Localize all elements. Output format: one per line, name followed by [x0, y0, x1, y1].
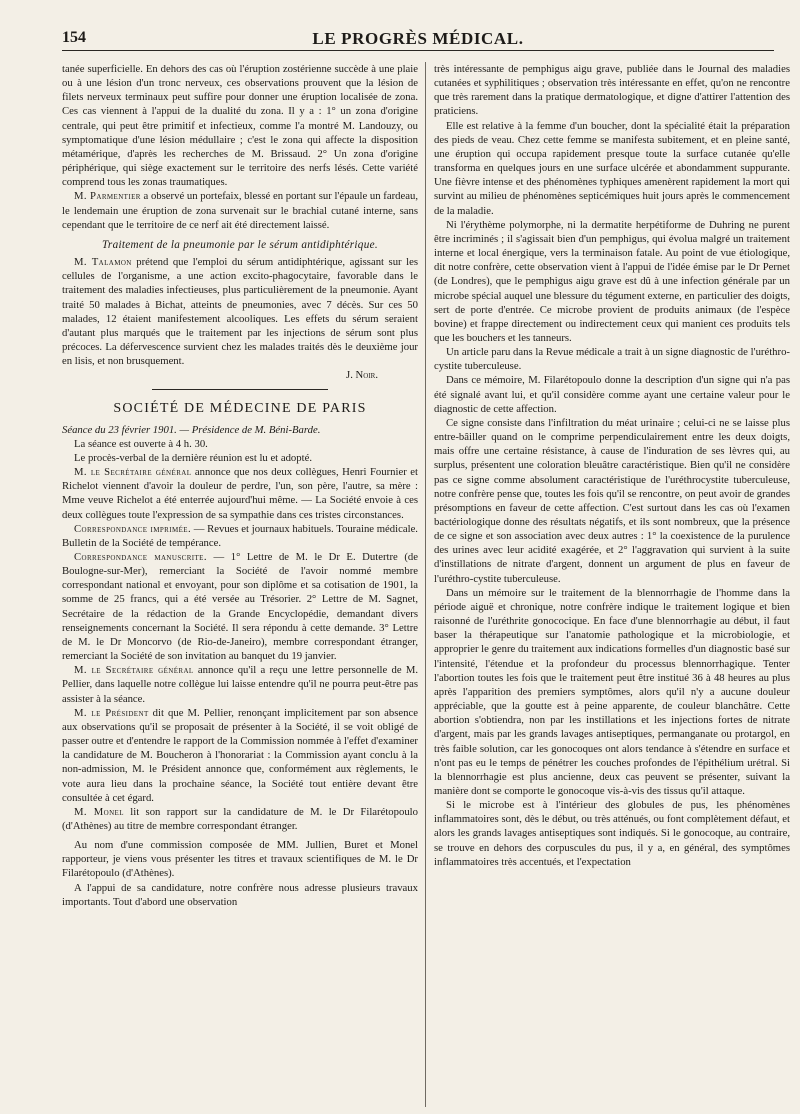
paragraph [62, 255, 418, 368]
paragraph [62, 189, 418, 231]
session-line: Séance du 23 février 1901. — Présidence de M. Béni-Barde. [62, 423, 321, 436]
paragraph-text: — Revues et journaux habituels. Touraine médicale. Bulletin de la Société de tempérance. [62, 522, 418, 549]
paragraph: Dans un mémoire sur le traitement de la blennorrhagie de l'homme dans la période aiguë et chronique, notre confrère indique le traitement logique et bien raisonné de l'uréthrite gonococique. En face d'une blennorrhagie au début, il faut baser la thérapeutique sur l'anatomie pathologique et la microbiologie, et approprier le genre du traitement aux indications formelles d'un diagnostic basé sur l'intensité, l'étendue et la profondeur du processus blennorrhagique. Tenter l'abortion toutes les fois que le traitement peut être institué 36 à 48 heures au plus après l'apparition des premiers symptômes, alors qu'il n'y a aucune douleur appréciable, que la goutte est à peine apparente, de couleur blanchâtre. Cette abortion s'obtiendra, non par les instillations et les injections fortes de nitrate d'argent, mais par les grands lavages antiseptiques, permanganate ou protargol, en très faible solution, car les gonocoques ont alors tendance à s'étendre en surface et n'ont pas eu le temps de pénétrer les couches profondes de l'épithélium urétral. Si la blennorrhagie est plus ancienne, deux cas peuvent se présenter, suivant la manière dont se comporte le gonocoque vis-à-vis des tissus qu'il attaque. [434, 586, 790, 797]
paragraph [62, 465, 418, 522]
paragraph [62, 522, 418, 550]
paragraph: A l'appui de sa candidature, notre confrère nous adresse plusieurs travaux importants. Tout d'abord une observation [62, 881, 418, 908]
paragraph: très intéressante de pemphigus aigu grave, publiée dans le Journal des maladies cutanées et syphilitiques ; observation très intéressante en effet, qu'on ne rencontre que très rarement dans la pratique dermatologique, et digne d'attirer l'attention des praticiens. [434, 63, 790, 118]
speaker-name: M. le Secrétaire général [74, 664, 194, 677]
right-column [434, 62, 790, 1107]
speaker-name: Correspondance manuscrite. [74, 551, 207, 563]
subsection-title: Traitement de la pneumonie par le sérum antidiphtérique. [102, 238, 378, 251]
paragraph-text: annonce que nos deux collègues, Henri Fournier et Richelot viennent d'avoir la douleur de perdre, l'un, son père, l'autre, sa mère : Mme veuve Richelot a été enterrée aujourd'hui même. — La Société envoie à ces deux collègues toute l'expression de sa sympathie dans ces tristes circonstances. [62, 466, 418, 521]
paragraph: Ce signe consiste dans l'infiltration du méat urinaire ; celui-ci ne se laisse plus entre-bâiller quand on le comprime perpendiculairement entre les deux doigts, mais offre une certaine résistance, à cause de l'induration de ses lèvres qui, au surplus, présentent une coloration bleuâtre caractéristique. Bien qu'il ne considère pas ce signe comme absolument caractéristique de l'uréthrocystite tuberculeuse, notre confrère pense que, toutes les fois qu'il se rencontre, on peut avoir de grandes présomptions en faveur de cette affection. C'est surtout dans les cas où l'examen bactériologique donne des résultats négatifs, et ils sont nombreux, que la présence de ce signe et son association avec deux autres : 1° la coexistence de la purulence des urines avec leur acidité exagérée, et 2° l'aggravation qui survient à la suite d'instillations de nitrate d'argent, donnent un argument de plus en faveur de l'uréthro-cystite tuberculeuse. [434, 416, 790, 585]
paragraph-text: dit que M. Pellier, renonçant implicitement par son absence aux observations qu'il se proposait de présenter à la Société, il se voit obligé de passer outre et d'entendre le rapport de la Commission nommée à l'effet d'examiner la candidature de M. Boucheron à l'honorariat : la Commission ayant conclu à la non-admission, M. le Président annonce que, conformément aux règlements, le vote aura lieu dans la prochaine séance, la Société tout entière devant être consultée à cet égard. [62, 706, 418, 804]
speaker-name: M. Talamon [74, 256, 132, 269]
paragraph: Le procès-verbal de la dernière réunion est lu et adopté. [74, 451, 312, 464]
author-signature: J. Noir. [346, 369, 378, 382]
paragraph-text: annonce qu'il a reçu une lettre personnelle de M. Pellier, dans laquelle notre collègue lui laisse entendre qu'il ne pourra peut-être pas assister à la séance. [62, 664, 418, 705]
speaker-name: Correspondance imprimée. [74, 522, 192, 535]
speaker-name: M. le Secrétaire général [74, 466, 192, 479]
paragraph: Un article paru dans la Revue médicale a trait à un signe diagnostic de l'uréthro-cystite tuberculeuse. [434, 346, 790, 373]
column-rule [425, 62, 426, 1107]
left-column [62, 62, 418, 1107]
paragraph-text: a observé un portefaix, blessé en portant sur l'épaule un fardeau, le lendemain une éruption de zona survenait sur le brachial cutané interne, sans cependant que le territoire de ce nerf ait été directement laissé. [62, 190, 418, 231]
paragraph-text: lit son rapport sur la candidature de M. le Dr Filarétopoulo (d'Athènes) au titre de membre correspondant étranger. [62, 805, 418, 832]
paragraph: Dans ce mémoire, M. Filarétopoulo donne la description d'un signe qui n'a pas été signalé avant lui, et qu'il considère comme ayant une certaine valeur pour le diagnostic de cette affection. [434, 374, 790, 415]
paragraph [62, 663, 418, 705]
paragraph [62, 550, 418, 663]
section-divider [152, 389, 328, 390]
paragraph: Ni l'érythème polymorphe, ni la dermatite herpétiforme de Duhring ne purent être incriminés ; il s'agissait bien d'un pemphigus, qui évolua malgré un traitement interne et local énergique, vers la terminaison fatale. Au point de vue étiologique, dit notre confrère, cette observation vient à l'appui de l'idée émise par le Dr Pernet (de Londres), que le pemphigus aigu grave est dû à une infection générale par un microbe spécial auquel une blessure du tégument externe, en particulier des doigts, sert de porte d'entrée. Ce microbe provient de produits animaux (de l'espèce bovine) et frappe directement ou indirectement ceux qui manient ces produits tels que les bouchers et les tanneurs. [434, 218, 790, 344]
section-title: SOCIÉTÉ DE MÉDECINE DE PARIS [113, 401, 367, 417]
speaker-name: M. Monel [74, 805, 124, 818]
page-number: 154 [62, 29, 86, 46]
running-title: LE PROGRÈS MÉDICAL. [312, 29, 524, 48]
paragraph: Au nom d'une commission composée de MM. Jullien, Buret et Monel rapporteur, je viens vous présenter les titres et travaux scientifiques de M. le Dr Filarétopoulo (d'Athènes). [62, 839, 418, 880]
paragraph: Elle est relative à la femme d'un boucher, dont la spécialité était la préparation des pieds de veau. Chez cette femme se manifesta subitement, et en pleine santé, une éruption qui occupa rapidement presque toute la surface cutanée qu'elle transforma en quelques jours en une surface ulcérée et abondamment suppurante. Une fièvre intense et des phénomènes typhiques amenèrent rapidement la mort qui survint au milieu de phénomènes septicémiques huit jours après le commencement de la maladie. [434, 119, 790, 217]
paragraph-text: prétend que l'emploi du sérum antidiphtérique, agissant sur les cellules de l'organisme, a une action excito-phagocytaire, favorable dans le traitement des maladies infectieuses, plus particulièrement de la pneumonie. Ayant traité 50 malades à Bichat, atteints de pneumonies, avec 7 décès. Sur ces 50 malades, 12 étaient manifestement alcooliques. Les effets du sérum seraient d'autant plus marqués que le traitement par les injections de sérum sont plus précoces. La défervescence survient chez les malades traités dès le deuxième jour en lisis, et non brusquement. [62, 256, 418, 368]
paragraph: tanée superficielle. En dehors des cas où l'éruption zostérienne succède à une plaie ou à une lésion d'un tronc nerveux, ces observations prouvent que la lésion de filets nerveux terminaux peut suffire pour donner une éruption localisée de zona. Ces cas viennent à l'appui de la dualité du zona. Il y a : 1° un zona d'origine centrale, qui peut être primitif et infectieux, comme l'a montré M. Landouzy, ou symptomatique d'une lésion médullaire ; c'est le zona qui affecte la disposition métamérique, d'après les recherches de M. Brissaud. 2° Un zona d'origine périphérique, qui siège exactement sur le territoire des nerfs lésés. Cette variété comprend tous les zonas traumatiques. [62, 63, 418, 189]
paragraph: Si le microbe est à l'intérieur des globules de pus, les phénomènes inflammatoires sont, dès le début, ou très atténués, ou font complètement défaut, et alors les grands lavages antiseptiques sont indiqués. Si le gonocoque, au contraire, se trouve en dehors des corpuscules du pus, il y a, en général, des symptômes inflammatoires très accentués, et l'expectation [434, 799, 790, 868]
speaker-name: M. Parmentier [74, 190, 141, 203]
paragraph [62, 706, 418, 805]
paragraph [62, 805, 418, 833]
paragraph: La séance est ouverte à 4 h. 30. [74, 437, 208, 450]
paragraph-text: — 1° Lettre de M. le Dr E. Dutertre (de Boulogne-sur-Mer), remerciant la Société de l'avoir nommé membre correspondant national et envoyant, pour son diplôme et sa cotisation de 1901, la somme de 25 francs, qui a été versée au Trésorier. 2° Lettre de M. Sagnet, Secrétaire de la rédaction de la Grande Encyclopédie, demandant divers renseignements concernant la Société. Il sera répondu à cette demande. 3° Lettre de M. le Dr Moncorvo (de Rio-de-Janeiro), membre correspondant étranger, remerciant la Société de son invitation au banquet du 19 janvier. [62, 551, 418, 663]
page-header [62, 28, 774, 51]
speaker-name: M. le Président [74, 706, 149, 719]
